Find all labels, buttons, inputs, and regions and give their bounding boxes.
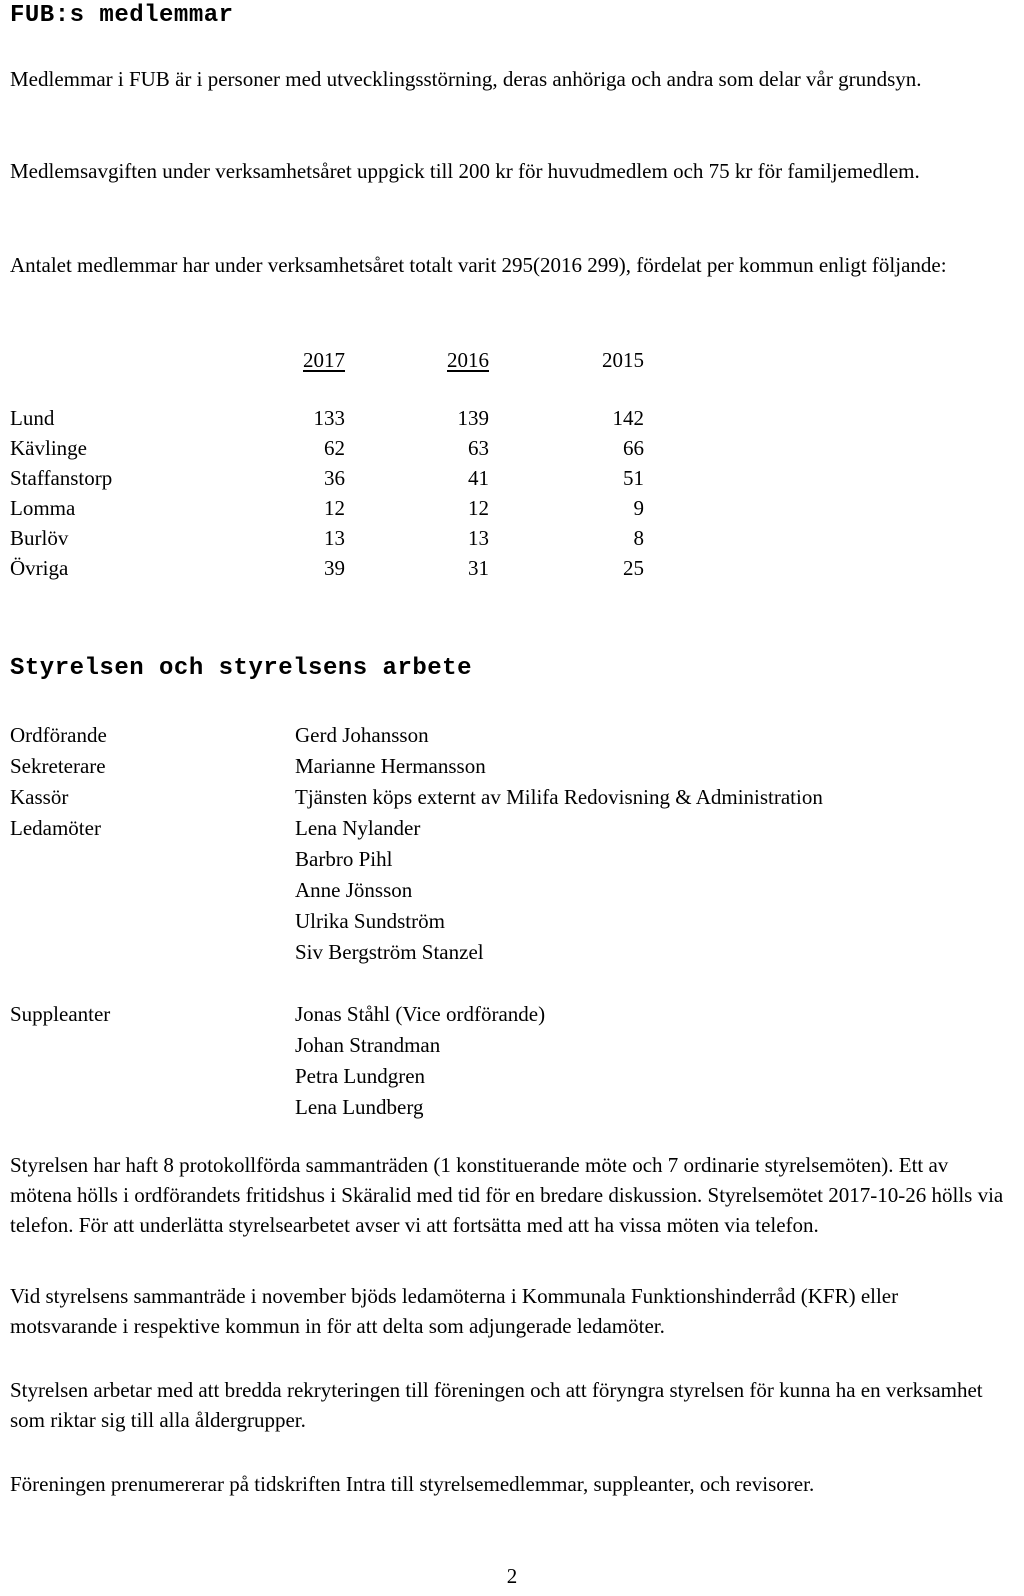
- value-2017: 13: [324, 526, 345, 550]
- board-row: [10, 937, 1010, 968]
- paragraph-recruitment: Styrelsen arbetar med att bredda rekryteringen till föreningen och att föryngra styrelsen för kunna ha en verksamhet som riktar sig till alla åldergrupper.: [10, 1378, 983, 1432]
- paragraph-kfr-invitation: Vid styrelsens sammanträde i november bjöds ledamöterna i Kommunala Funktionshinderråd (KFR) eller motsvarande i respektive kommun in för att delta som adjungerade ledamöter.: [10, 1284, 899, 1338]
- deputy-name: Jonas Ståhl (Vice ordförande): [295, 1002, 546, 1026]
- value-2017: 62: [324, 436, 345, 460]
- page-number: 2: [506, 1564, 518, 1588]
- value-2017: 12: [324, 496, 345, 520]
- deputy-name: Petra Lundgren: [295, 1064, 426, 1088]
- paragraph-board-meetings: Styrelsen har haft 8 protokollförda sammanträden (1 konstituerande möte och 7 ordinarie styrelsemöten). Ett av mötena hölls i ordförandets fritidshus i Skäralid med tid för en bredare diskussion. Styrelsemötet 2017-10-26 hölls via telefon. För att underlätta styrelsearbetet avser vi att fortsätta med att ha vissa möten via telefon.: [10, 1153, 1004, 1237]
- board-row: [10, 720, 1010, 751]
- deputy-role: Suppleanter: [10, 1002, 111, 1026]
- board-member-name: Anne Jönsson: [295, 878, 413, 902]
- board-member-name: Gerd Johansson: [295, 723, 429, 747]
- deputy-row: [10, 1092, 1010, 1123]
- value-2017: 36: [324, 466, 345, 490]
- board-row: [10, 751, 1010, 782]
- deputy-row: [10, 1061, 1010, 1092]
- members-table-header: [10, 345, 710, 375]
- board-row: [10, 875, 1010, 906]
- board-member-name: Marianne Hermansson: [295, 754, 486, 778]
- board-member-name: Siv Bergström Stanzel: [295, 940, 484, 964]
- value-2015: 142: [612, 406, 644, 430]
- board-row: [10, 813, 1010, 844]
- deputy-name: Johan Strandman: [295, 1033, 441, 1057]
- value-2015: 9: [633, 496, 644, 520]
- kommun-label: Lund: [10, 406, 55, 430]
- value-2016: 31: [468, 556, 489, 580]
- value-2015: 25: [623, 556, 644, 580]
- year-header-2017: 2017: [303, 348, 345, 372]
- section-heading-members: FUB:s medlemmar: [10, 2, 234, 29]
- board-row: [10, 844, 1010, 875]
- board-role: Ledamöter: [10, 816, 101, 840]
- table-row: [10, 553, 710, 583]
- board-member-name: Ulrika Sundström: [295, 909, 445, 933]
- value-2015: 51: [623, 466, 644, 490]
- table-row: [10, 523, 710, 553]
- value-2016: 12: [468, 496, 489, 520]
- value-2017: 133: [313, 406, 345, 430]
- kommun-label: Övriga: [10, 556, 69, 580]
- board-row: [10, 906, 1010, 937]
- paragraph-member-count: Antalet medlemmar har under verksamhetsåret totalt varit 295(2016 299), fördelat per kommun enligt följande:: [10, 253, 947, 277]
- board-role: Ordförande: [10, 723, 107, 747]
- board-member-name: Barbro Pihl: [295, 847, 393, 871]
- deputy-name: Lena Lundberg: [295, 1095, 424, 1119]
- table-row: [10, 493, 710, 523]
- board-member-name: Tjänsten köps externt av Milifa Redovisning & Administration: [295, 785, 823, 809]
- kommun-label: Kävlinge: [10, 436, 87, 460]
- deputy-row: [10, 999, 1010, 1030]
- kommun-label: Burlöv: [10, 526, 69, 550]
- section-heading-board: Styrelsen och styrelsens arbete: [10, 655, 472, 682]
- value-2016: 13: [468, 526, 489, 550]
- board-role: Sekreterare: [10, 754, 106, 778]
- year-header-2015: 2015: [602, 348, 644, 372]
- year-header-2016: 2016: [447, 348, 489, 372]
- value-2015: 8: [633, 526, 644, 550]
- board-role: Kassör: [10, 785, 69, 809]
- paragraph-intra-subscription: Föreningen prenumererar på tidskriften Intra till styrelsemedlemmar, suppleanter, och revisorer.: [10, 1472, 815, 1496]
- table-row: [10, 403, 710, 433]
- table-row: [10, 463, 710, 493]
- paragraph-membership-fee: Medlemsavgiften under verksamhetsåret uppgick till 200 kr för huvudmedlem och 75 kr för familjemedlem.: [10, 159, 920, 183]
- value-2017: 39: [324, 556, 345, 580]
- paragraph-members-intro: Medlemmar i FUB är i personer med utvecklingsstörning, deras anhöriga och andra som delar vår grundsyn.: [10, 67, 922, 91]
- value-2015: 66: [623, 436, 644, 460]
- value-2016: 41: [468, 466, 489, 490]
- table-row: [10, 433, 710, 463]
- board-row: [10, 782, 1010, 813]
- value-2016: 139: [457, 406, 489, 430]
- deputy-row: [10, 1030, 1010, 1061]
- kommun-label: Staffanstorp: [10, 466, 113, 490]
- board-member-name: Lena Nylander: [295, 816, 421, 840]
- value-2016: 63: [468, 436, 489, 460]
- kommun-label: Lomma: [10, 496, 76, 520]
